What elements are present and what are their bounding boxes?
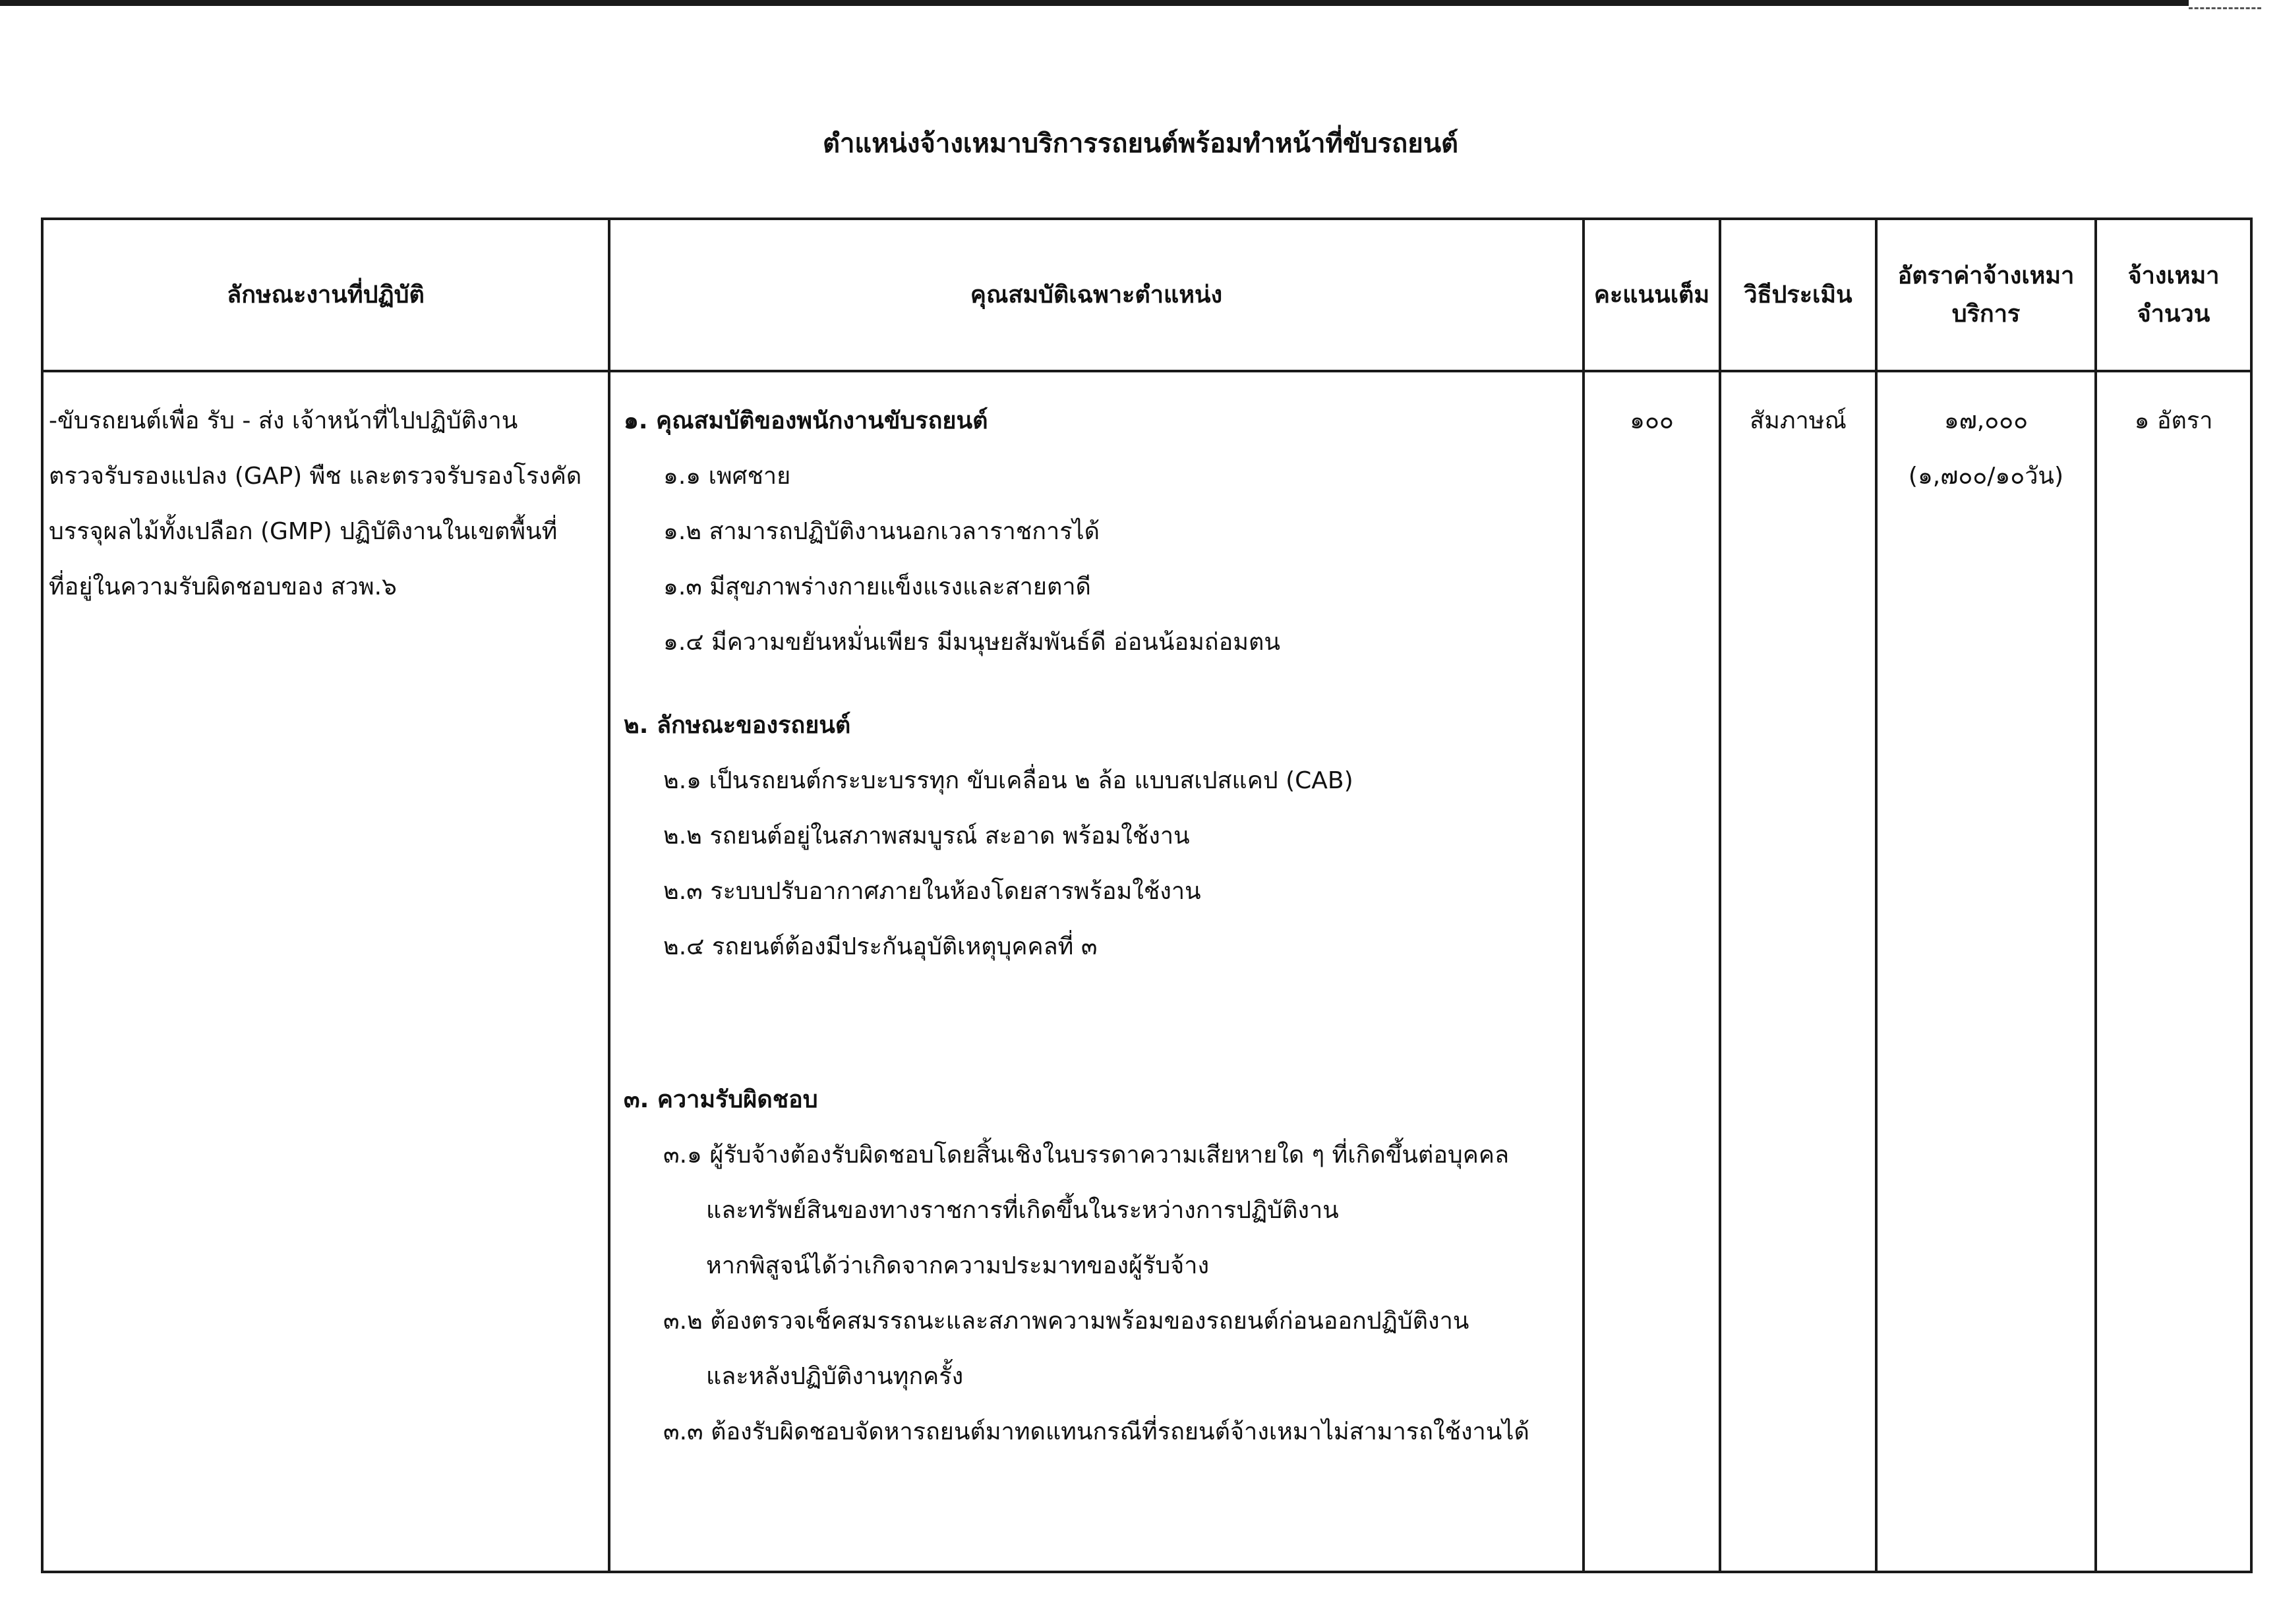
header-hire-count [2096, 219, 2251, 371]
header-hire-line2: จำนวน [2137, 300, 2210, 328]
list-item: ๓.๓ ต้องรับผิดชอบจัดหารถยนต์มาทดแทนกรณีที่รถยนต์จ้างเหมาไม่สามารถใช้งานได้ [663, 1418, 1529, 1445]
list-item: ๒.๒ รถยนต์อยู่ในสภาพสมบูรณ์ สะอาด พร้อมใช้งาน [663, 823, 1190, 850]
header-job-description: ลักษณะงานที่ปฏิบัติ [42, 219, 609, 371]
hire-count-value: ๑ อัตรา [2134, 407, 2213, 434]
job-description-line: -ขับรถยนต์เพื่อ รับ - ส่ง เจ้าหน้าที่ไปปฏิบัติงาน [49, 407, 518, 434]
job-description-cell [42, 371, 609, 1572]
header-rate-line1: อัตราค่าจ้างเหมา [1897, 262, 2075, 289]
rate-detail: (๑,๗๐๐/๑๐วัน) [1908, 463, 2064, 490]
list-item: ๑.๓ มีสุขภาพร่างกายแข็งแรงและสายตาดี [663, 573, 1091, 600]
top-border-line [0, 0, 2189, 6]
list-item-continuation: และหลังปฏิบัติงานทุกครั้ง [706, 1363, 964, 1390]
spacer [624, 975, 1582, 1072]
full-score-value: ๑๐๐ [1630, 407, 1674, 434]
section-driver-qualifications: ๑. คุณสมบัติของพนักงานขับรถยนต์ [624, 407, 988, 434]
page-title: ตำแหน่งจ้างเหมาบริการรถยนต์พร้อมทำหน้าที่ขับรถยนต์ [822, 129, 1459, 159]
section-vehicle-characteristics: ๒. ลักษณะของรถยนต์ [624, 712, 851, 739]
job-description-line: ที่อยู่ในความรับผิดชอบของ สวพ.๖ [49, 573, 397, 600]
rate-cell [1876, 371, 2096, 1572]
job-description-line: บรรจุผลไม้ทั้งเปลือก (GMP) ปฏิบัติงานในเขตพื้นที่ [49, 518, 558, 545]
table-row [42, 371, 2251, 1572]
qualifications-cell [609, 371, 1584, 1572]
top-dashed-line [2189, 7, 2261, 9]
hire-count-cell [2096, 371, 2251, 1572]
spacer [624, 670, 1582, 698]
header-evaluation-method: วิธีประเมิน [1720, 219, 1876, 371]
header-rate-line2: บริการ [1951, 300, 2021, 328]
list-item: ๑.๑ เพศชาย [663, 463, 791, 490]
full-score-cell [1584, 371, 1720, 1572]
list-item: ๒.๓ ระบบปรับอากาศภายในห้องโดยสารพร้อมใช้งาน [663, 878, 1201, 905]
header-qualifications: คุณสมบัติเฉพาะตำแหน่ง [609, 219, 1584, 371]
position-table [41, 218, 2253, 1573]
rate-amount: ๑๗,๐๐๐ [1943, 407, 2029, 434]
list-item: ๒.๑ เป็นรถยนต์กระบะบรรทุก ขับเคลื่อน ๒ ล้อ แบบสเปสแคป (CAB) [663, 767, 1353, 794]
section-responsibilities: ๓. ความรับผิดชอบ [624, 1086, 818, 1113]
list-item: ๑.๔ มีความขยันหมั่นเพียร มีมนุษยสัมพันธ์ดี อ่อนน้อมถ่อมตน [663, 629, 1280, 656]
list-item: ๑.๒ สามารถปฏิบัติงานนอกเวลาราชการได้ [663, 518, 1100, 545]
header-hire-line1: จ้างเหมา [2127, 262, 2220, 289]
list-item: ๓.๑ ผู้รับจ้างต้องรับผิดชอบโดยสิ้นเชิงในบรรดาความเสียหายใด ๆ ที่เกิดขึ้นต่อบุคคล [663, 1142, 1510, 1169]
job-description-line: ตรวจรับรองแปลง (GAP) พืช และตรวจรับรองโรงคัด [49, 463, 582, 490]
list-item: ๒.๔ รถยนต์ต้องมีประกันอุบัติเหตุบุคคลที่ ๓ [663, 933, 1098, 960]
header-row [42, 219, 2251, 371]
evaluation-method-value: สัมภาษณ์ [1750, 407, 1847, 434]
header-rate [1876, 219, 2096, 371]
list-item: ๓.๒ ต้องตรวจเช็คสมรรถนะและสภาพความพร้อมของรถยนต์ก่อนออกปฏิบัติงาน [663, 1308, 1469, 1335]
list-item-continuation: และทรัพย์สินของทางราชการที่เกิดขึ้นในระหว่างการปฏิบัติงาน [706, 1197, 1339, 1224]
evaluation-method-cell [1720, 371, 1876, 1572]
header-full-score: คะแนนเต็ม [1584, 219, 1720, 371]
list-item-continuation: หากพิสูจน์ได้ว่าเกิดจากความประมาทของผู้รับจ้าง [706, 1252, 1210, 1279]
